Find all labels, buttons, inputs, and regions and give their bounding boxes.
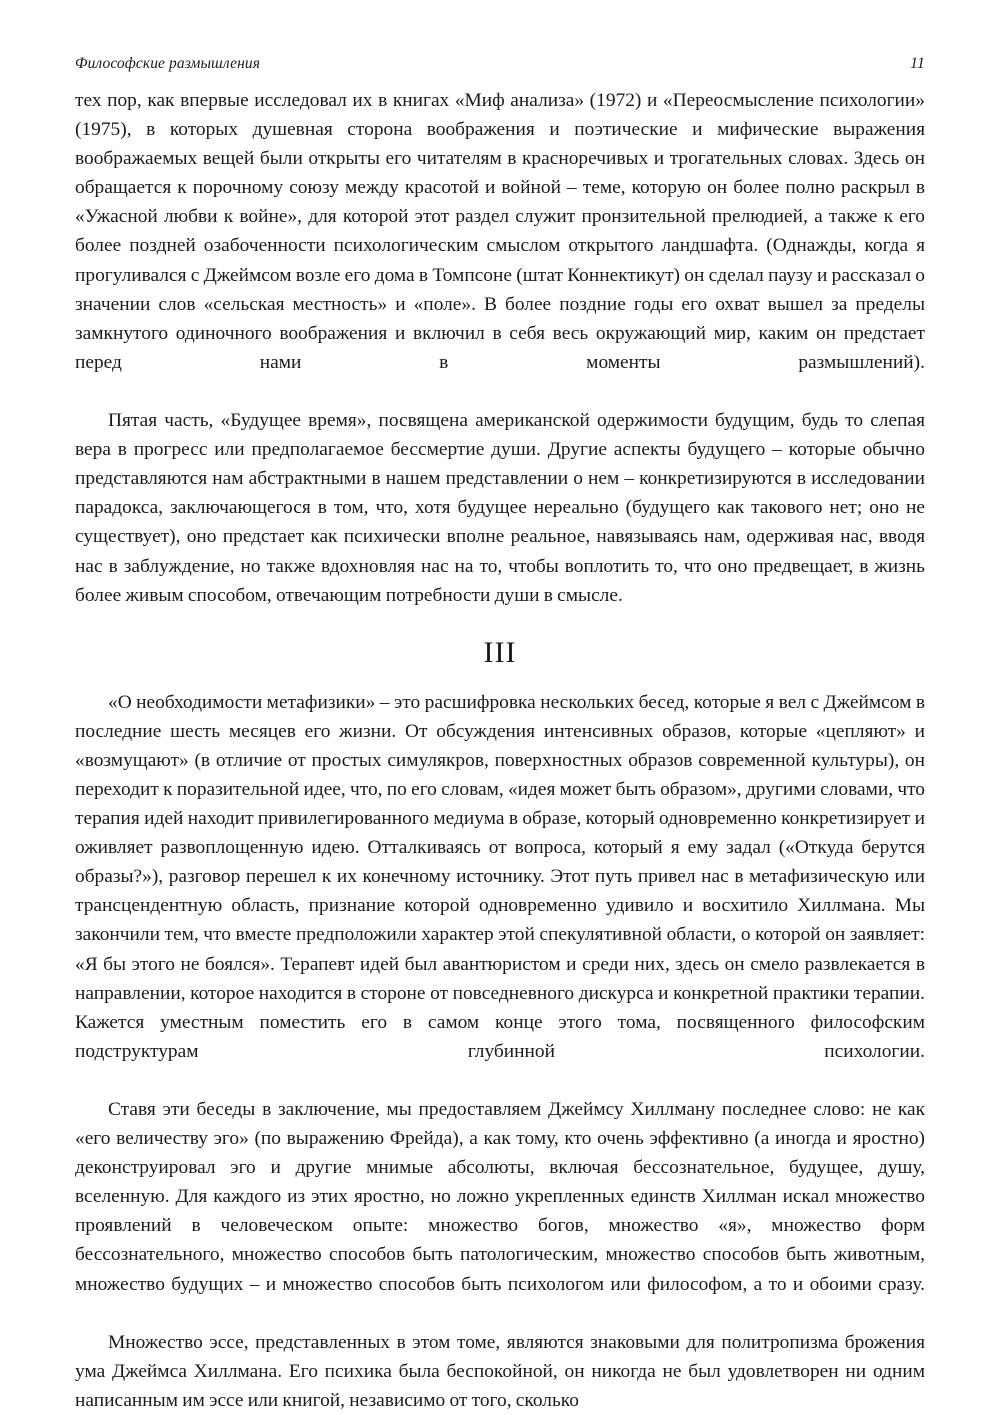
running-head <box>75 55 925 79</box>
paragraph-continued: тех пор, как впервые исследовал их в книгах «Миф анализа» (1972) и «Переосмысление психологии» (1975), в которых душевная сторона воображения и поэтические и мифические выражения воображаемых вещей были открыты его читателям в красноречивых и трогательных словах. Здесь он обращается к порочному союзу между красотой и войной – теме, которую он более полно раскрыл в «Ужасной любви к войне», для которой этот раздел служит пронзительной прелюдией, а также к его более поздней озабоченности психологическим смыслом открытого ландшафта. (Однажды, когда я прогуливался с Джеймсом возле его дома в Томпсоне (штат Коннектикут) он сделал паузу и рассказал о значении слов «сельская местность» и «поле». В более поздние годы его охват вышел за пределы замкнутого одиночного воображения и включил в себя весь окружающий мир, каким он предстает перед нами в моменты размышлений). <box>75 90 925 373</box>
text-column <box>75 86 925 1415</box>
paragraph-metaphysics: «О необходимости метафизики» – это расшифровка нескольких бесед, которые я вел с Джеймсом в последние шесть месяцев его жизни. От обсуждения интенсивных образов, которые «цепляют» и «возмущают» (в отличие от простых симулякров, поверхностных образов современной культуры), он переходит к поразительной идее, что, по его словам, «идея может быть образом», другими словами, что терапия идей находит привилегированного медиума в образе, который одновременно конкретизирует и оживляет развоплощенную идею. Отталкиваясь от вопроса, который я ему задал («Откуда берутся образы?»), разговор перешел к их конечному источнику. Этот путь привел нас в метафизическую или трансцендентную область, признание которой одновременно удивило и восхитило Хиллмана. Мы закончили тем, что вместе предположили характер этой спекулятивной области, о которой он заявляет: «Я бы этого не боялся». Терапевт идей был авантюристом и среди них, здесь он смело развлекается в направлении, которое находится в стороне от повседневного дискурса и конкретной практики терапии. Кажется уместным поместить его в самом конце этого тома, посвященного философским подструктурам глубинной психологии. <box>75 691 926 1062</box>
running-head-title: Философские размышления <box>75 55 261 72</box>
section-numeral-heading: III <box>483 635 517 669</box>
paragraph-conclusion: Ставя эти беседы в заключение, мы предоставляем Джеймсу Хиллману последнее слово: не как «его величеству эго» (по выражению Фрейда), а как тому, кто очень эффективно (а иногда и яростно) деконструировал эго и другие мнимые абсолюты, включая бессознательное, будущее, душу, вселенную. Для каждого из этих яростно, но ложно укрепленных единств Хиллман искал множество проявлений в человеческом опыте: множество богов, множество «я», множество форм бессознательного, множество способов быть патологическим, множество способов быть животным, множество будущих – и множество способов быть психологом или философом, а то и обоими сразу. <box>75 1099 925 1295</box>
paragraph-fifth-part: Пятая часть, «Будущее время», посвящена американской одержимости будущим, будь то слепая вера в прогресс или предполагаемое бессмертие души. Другие аспекты будущего – которые обычно представляются нам абстрактными в нашем представлении о нем – конкретизируются в исследовании парадокса, заключающегося в том, что, хотя будущее нереально (будущего как такового нет; оно не существует), оно предстает как психически вполне реальное, навязываясь нам, одерживая нас, вводя нас в заблуждение, но также вдохновляя нас на то, чтобы воплотить то, что оно предвещает, в жизнь более живым способом, отвечающим потребности души в смысле. <box>75 410 925 606</box>
page-number: 11 <box>909 55 925 72</box>
paragraph-many-essays: Множество эссе, представленных в этом томе, являются знаковыми для политропизма брожения ума Джеймса Хиллмана. Его психика была беспокойной, он никогда не был удовлетворен ни одним написанным им эссе или книгой, независимо от того, сколько <box>75 1331 925 1411</box>
